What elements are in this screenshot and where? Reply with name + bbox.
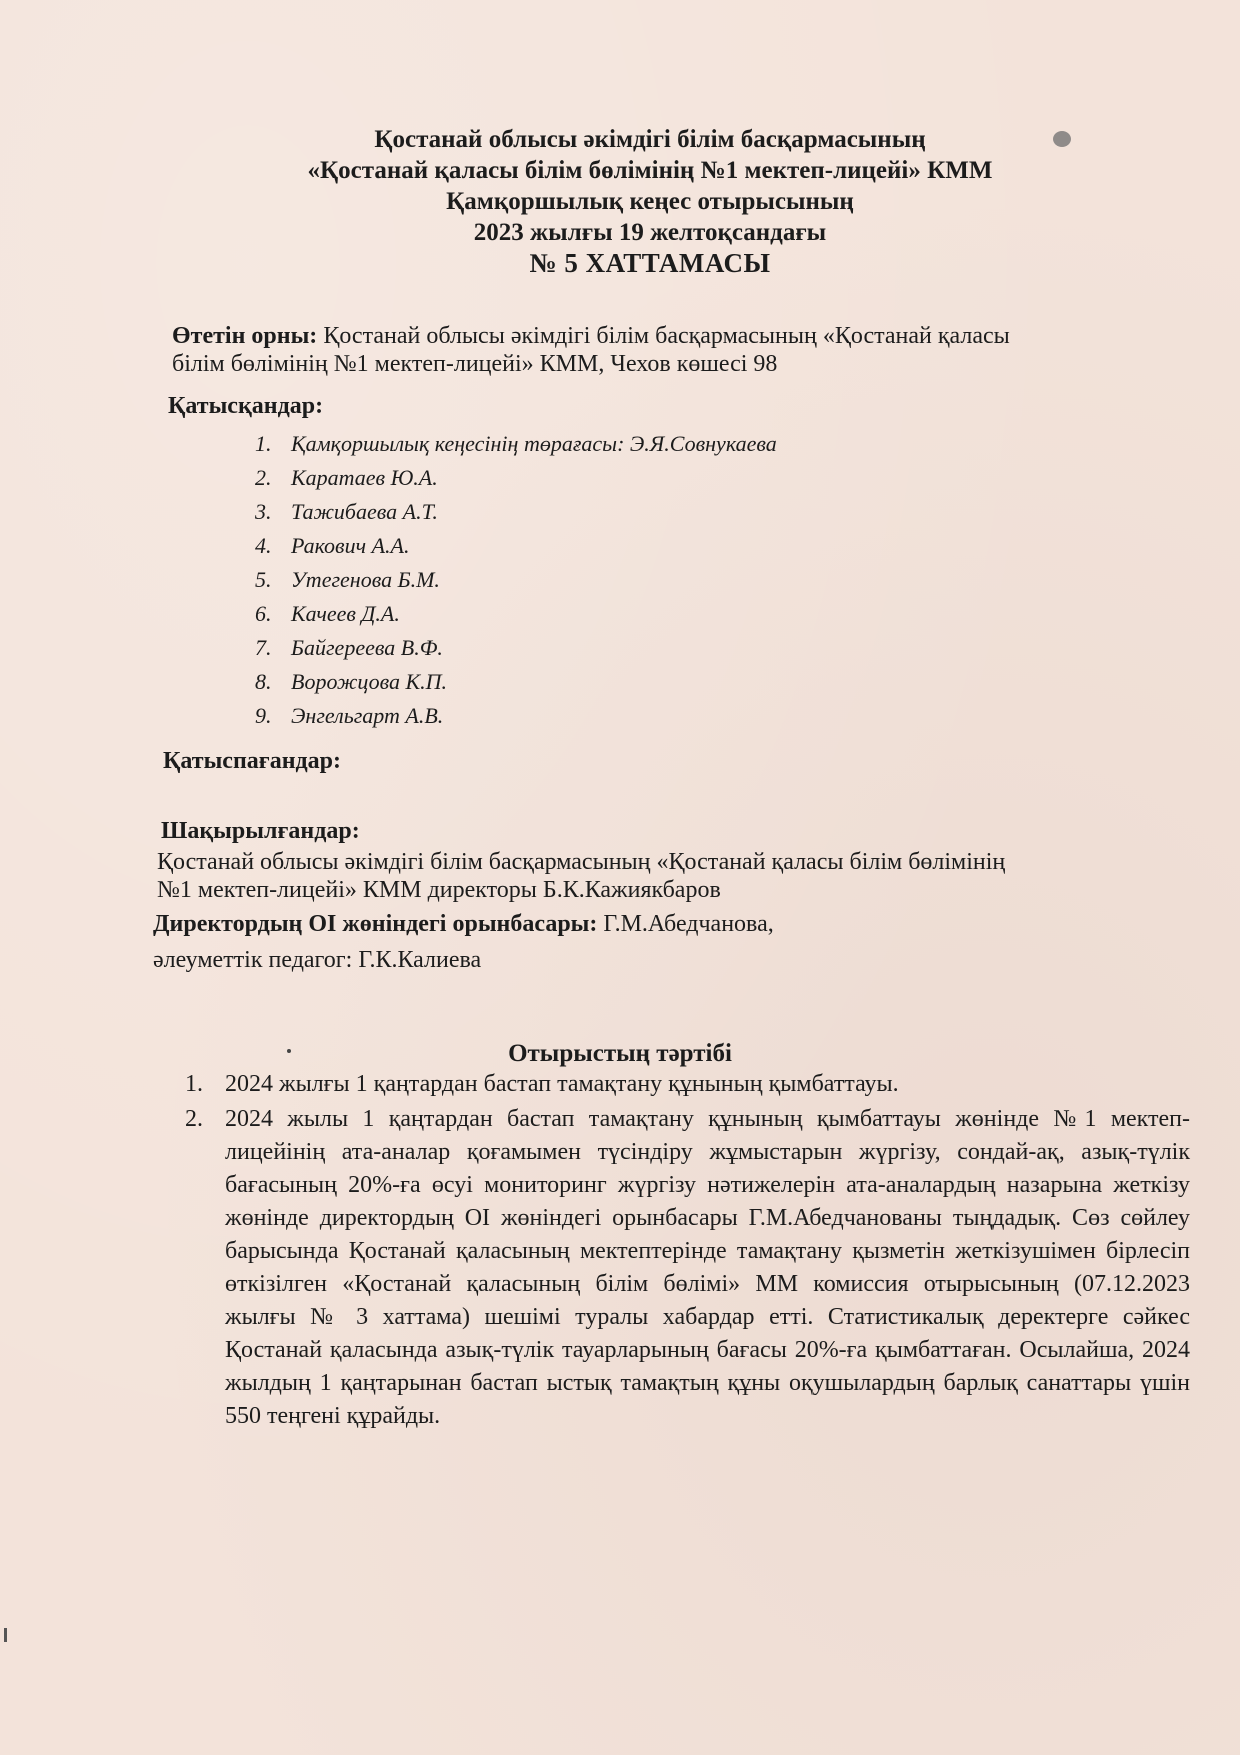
title-line-1: Қостанай облысы әкімдігі білім басқармасының [374, 126, 926, 153]
member-item [255, 427, 777, 461]
title-line-4: 2023 жылғы 19 желтоқсандағы [473, 219, 827, 246]
agenda-list [185, 1068, 1190, 1435]
member-name: Каратаев Ю.А. [291, 465, 438, 490]
members-list [255, 427, 777, 733]
member-name: Ворожцова К.П. [291, 669, 448, 694]
member-number: 4. [255, 533, 272, 558]
member-name: Ракович А.А. [291, 533, 410, 558]
deputy-line [153, 910, 1213, 938]
present-heading: Қатысқандар: [168, 393, 324, 419]
member-item [255, 461, 777, 495]
invited-line-2: №1 мектеп-лицейі» КММ директоры Б.К.Кажиякбаров [157, 877, 721, 903]
invited-text [157, 848, 1217, 904]
agenda-item [185, 1068, 1190, 1101]
venue [172, 322, 1212, 378]
venue-text-2: білім бөлімінің №1 мектеп-лицейі» КММ, Чехов көшесі 98 [172, 351, 778, 377]
member-number: 2. [255, 465, 272, 490]
agenda-text: 2024 жылы 1 қаңтардан бастап тамақтану құнының қымбаттауы жөнінде №1 мектеп-лицейінің ата-аналар қоғамымен түсіндіру жұмыстарын жүргізу, сондай-ақ, азық-түлік бағасының 20%-ға өсуі мониторинг жүргізу нәтижелерін ата-аналардың назарына жеткізу жөнінде директордың ОІ жөніндегі орынбасары Г.М.Абедчанованы тыңдадық. Сөз сөйлеу барысында Қостанай қаласының мектептерінде тамақтану қызметін жеткізушімен бірлесіп өткізілген «Қостанай қаласының білім бөлімі» ММ комиссия отырысының (07.12.2023 жылғы № 3 хаттама) шешімі туралы хабардар етті. Статистикалық деректерге сәйкес Қостанай қаласында азық-түлік тауарларының бағасы 20%-ға қымбаттаған. Осылайша, 2024 жылдың 1 қаңтарынан бастап ыстық тамақтың құны оқушылардың барлық санаттары үшін 550 теңгені құрайды. [225, 1106, 1190, 1429]
invited-line-1: Қостанай облысы әкімдігі білім басқармасының «Қостанай қаласы білім бөлімінің [157, 849, 1006, 875]
title-line-5: № 5 ХАТТАМАСЫ [529, 248, 771, 278]
member-name: Энгельгарт А.В. [291, 703, 444, 728]
agenda-number: 1. [185, 1071, 203, 1097]
member-item [255, 529, 777, 563]
venue-text-1: Қостанай облысы әкімдігі білім басқармасының «Қостанай қаласы [317, 323, 1010, 349]
title-line-3: Қамқоршылық кеңес отырысының [446, 188, 854, 215]
member-item [255, 597, 777, 631]
agenda-heading: Отырыстың тәртібі [508, 1040, 732, 1067]
agenda-number: 2. [185, 1106, 203, 1132]
member-number: 1. [255, 431, 272, 456]
member-number: 9. [255, 703, 272, 728]
member-number: 8. [255, 669, 272, 694]
member-number: 3. [255, 499, 272, 524]
scan-edge-mark [4, 1628, 7, 1642]
member-item [255, 631, 777, 665]
member-name: Тажибаева А.Т. [291, 499, 438, 524]
member-item [255, 495, 777, 529]
agenda-item [185, 1103, 1190, 1433]
document-title [150, 124, 1150, 279]
member-number: 7. [255, 635, 272, 660]
deputy-label: Директордың ОІ жөніндегі орынбасары: [153, 911, 598, 937]
member-item [255, 699, 777, 733]
member-name: Байгереева В.Ф. [291, 635, 443, 660]
member-number: 6. [255, 601, 272, 626]
member-item [255, 563, 777, 597]
title-line-2: «Қостанай қаласы білім бөлімінің №1 мектеп-лицейі» КММ [307, 157, 993, 184]
deputy-name: Г.М.Абедчанова, [597, 911, 774, 937]
member-item [255, 665, 777, 699]
member-name: Качеев Д.А. [291, 601, 400, 626]
absent-heading: Қатыспағандар: [163, 748, 341, 774]
social-pedagogue-line: әлеуметтік педагог: Г.К.Калиева [153, 947, 482, 973]
invited-heading: Шақырылғандар: [161, 818, 360, 844]
venue-label: Өтетін орны: [172, 323, 318, 349]
member-number: 5. [255, 567, 272, 592]
member-name: Утегенова Б.М. [291, 567, 440, 592]
agenda-text: 2024 жылғы 1 қаңтардан бастап тамақтану құнының қымбаттауы. [225, 1071, 899, 1097]
member-name: Қамқоршылық кеңесінің төрағасы: Э.Я.Совнукаева [291, 431, 777, 456]
